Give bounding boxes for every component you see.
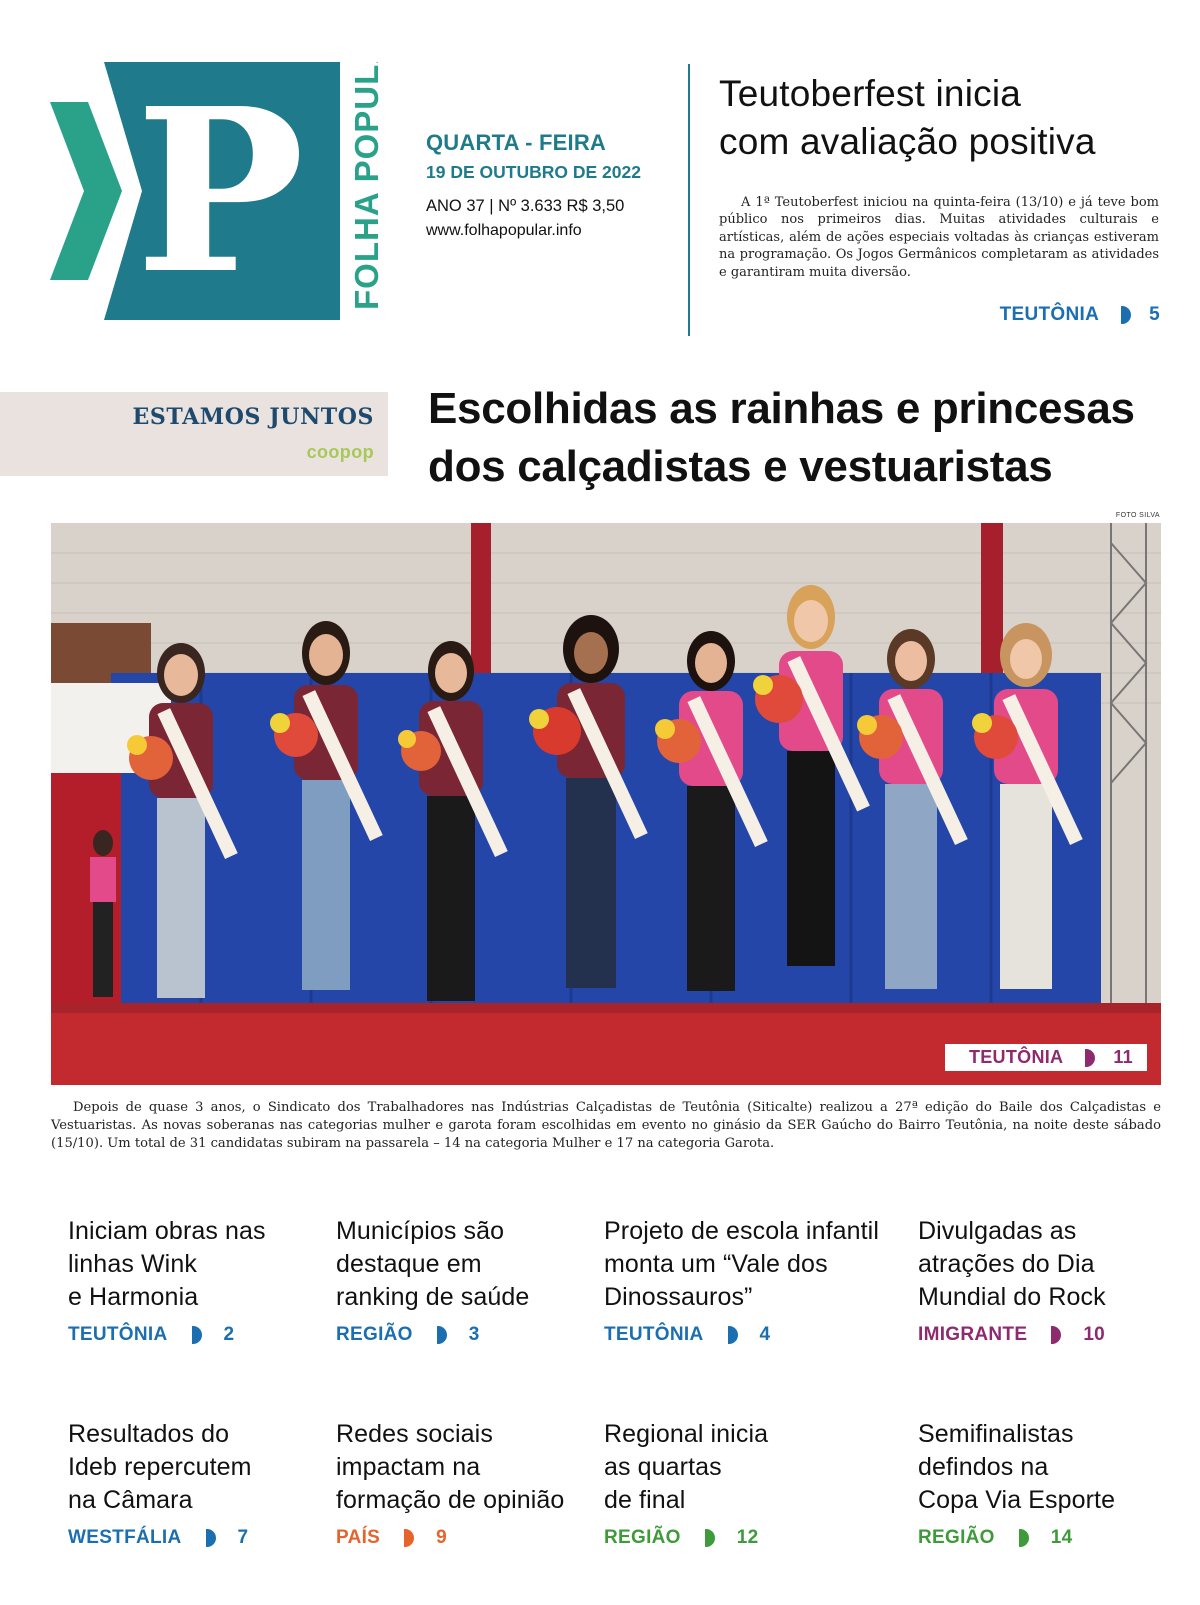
top-story-summary: A 1ª Teutoberfest iniciou na quinta-feira (13/10) e já teve bom público nos primeiros dias. Muitas atividades culturais e artísticas, além de ações especiais voltadas às crianças estiveram na programação. Os Jogos Germânicos completaram as atividades e garantiram muita diversão. <box>719 195 1159 280</box>
story-headline[interactable] <box>918 1215 1198 1314</box>
story-teaser[interactable] <box>336 1215 616 1346</box>
story-teaser[interactable] <box>918 1418 1198 1549</box>
story-teaser[interactable] <box>604 1215 904 1346</box>
story-headline-line: na Câmara <box>68 1486 193 1514</box>
story-page-ref[interactable] <box>336 1324 616 1346</box>
page-number: 4 <box>759 1324 771 1345</box>
story-teaser[interactable] <box>68 1418 348 1549</box>
top-story[interactable] <box>719 70 1159 281</box>
story-headline-line: Resultados do <box>68 1420 230 1448</box>
story-headline-line: impactam na <box>336 1453 481 1481</box>
story-headline-line: destaque em <box>336 1250 482 1278</box>
arrow-icon <box>437 1326 447 1344</box>
story-headline-line: Projeto de escola infantil <box>604 1217 879 1245</box>
story-headline[interactable] <box>336 1215 616 1314</box>
photo-credit: FOTO SILVA <box>1115 512 1160 519</box>
story-headline-line: Iniciam obras nas <box>68 1217 266 1245</box>
story-teaser[interactable] <box>336 1418 616 1549</box>
arrow-icon <box>705 1529 715 1547</box>
story-headline-line: monta um “Vale dos <box>604 1250 828 1278</box>
story-page-ref[interactable] <box>336 1527 616 1549</box>
arrow-icon <box>404 1529 414 1547</box>
top-headline-line: com avaliação positiva <box>719 121 1096 162</box>
story-page-ref[interactable] <box>604 1324 904 1346</box>
section-label: REGIÃO <box>604 1527 681 1548</box>
arrow-icon <box>1019 1529 1029 1547</box>
arrow-icon <box>192 1326 202 1344</box>
story-headline[interactable] <box>68 1418 348 1517</box>
sponsor-banner[interactable] <box>0 392 388 476</box>
story-headline-line: Dinossauros” <box>604 1283 753 1311</box>
section-label: TEUTÔNIA <box>999 304 1100 325</box>
section-label: TEUTÔNIA <box>68 1324 168 1345</box>
section-label: IMIGRANTE <box>918 1324 1028 1345</box>
arrow-icon <box>1085 1049 1095 1067</box>
section-label: TEUTÔNIA <box>968 1047 1064 1067</box>
edition-info <box>426 130 666 240</box>
story-teaser[interactable] <box>68 1215 348 1346</box>
arrow-icon <box>728 1326 738 1344</box>
issue-number: ANO 37 | Nº 3.633 R$ 3,50 <box>426 197 625 215</box>
story-page-ref[interactable] <box>68 1324 348 1346</box>
story-headline[interactable] <box>604 1215 904 1314</box>
section-label: REGIÃO <box>918 1527 995 1548</box>
story-headline-line: e Harmonia <box>68 1283 199 1311</box>
story-headline-line: Copa Via Esporte <box>918 1486 1116 1514</box>
top-story-headline[interactable] <box>719 70 1159 166</box>
top-story-page-ref[interactable] <box>1000 304 1160 326</box>
story-headline-line: Ideb repercutem <box>68 1453 252 1481</box>
page-number: 12 <box>736 1527 759 1548</box>
brand-name: FOLHA POPULAR <box>348 62 385 310</box>
section-label: REGIÃO <box>336 1324 413 1345</box>
arrow-icon <box>1051 1326 1061 1344</box>
story-headline-line: de final <box>604 1486 686 1514</box>
story-headline[interactable] <box>68 1215 348 1314</box>
story-headline-line: ranking de saúde <box>336 1283 530 1311</box>
story-headline[interactable] <box>918 1418 1198 1517</box>
page-number: 14 <box>1050 1527 1073 1548</box>
story-headline-line: Mundial do Rock <box>918 1283 1106 1311</box>
main-headline[interactable] <box>428 380 1168 496</box>
story-page-ref[interactable] <box>68 1527 348 1549</box>
story-headline-line: defindos na <box>918 1453 1049 1481</box>
main-headline-line: dos calçadistas e vestuaristas <box>428 442 1053 491</box>
photo-caption: Depois de quase 3 anos, o Sindicato dos Trabalhadores nas Indústrias Calçadistas de Teutônia (Siticalte) realizou a 27ª edição do Baile dos Calçadistas e Vestuaristas. As novas soberanas nas categorias mulher e garota foram escolhidas em evento no ginásio da SER Gaúcho do Bairro Teutônia, na noite deste sábado (15/10). Um total de 31 candidatas subiram na passarela – 14 na categoria Mulher e 17 na categoria Garota. <box>51 1100 1161 1152</box>
arrow-icon <box>206 1529 216 1547</box>
logo-mark <box>50 62 390 320</box>
arrow-icon <box>1121 306 1131 324</box>
story-headline-line: Regional inicia <box>604 1420 769 1448</box>
story-headline-line: linhas Wink <box>68 1250 197 1278</box>
story-teaser[interactable] <box>918 1215 1198 1346</box>
story-headline-line: Redes sociais <box>336 1420 493 1448</box>
edition-date: 19 DE OUTUBRO DE 2022 <box>426 162 641 182</box>
page-number: 7 <box>237 1527 249 1548</box>
newspaper-logo <box>50 62 390 320</box>
main-headline-line: Escolhidas as rainhas e princesas <box>428 384 1135 433</box>
story-page-ref[interactable] <box>918 1527 1198 1549</box>
story-headline[interactable] <box>336 1418 616 1517</box>
story-page-ref[interactable] <box>604 1527 904 1549</box>
page-number: 5 <box>1149 304 1160 325</box>
header-divider <box>688 64 690 336</box>
story-headline-line: as quartas <box>604 1453 722 1481</box>
story-headline-line: formação de opinião <box>336 1486 565 1514</box>
page-number: 2 <box>223 1324 235 1345</box>
main-photo[interactable] <box>51 523 1161 1085</box>
weekday: QUARTA - FEIRA <box>426 130 607 155</box>
section-label: WESTFÁLIA <box>68 1527 182 1548</box>
section-label: PAÍS <box>336 1527 381 1548</box>
pageant-photo-illustration <box>51 523 1161 1085</box>
story-headline-line: Divulgadas as <box>918 1217 1077 1245</box>
story-page-ref[interactable] <box>918 1324 1198 1346</box>
photo-page-ref[interactable] <box>945 1044 1147 1071</box>
top-headline-line: Teutoberfest inicia <box>719 73 1022 114</box>
website-link[interactable]: www.folhapopular.info <box>426 222 582 239</box>
story-headline[interactable] <box>604 1418 904 1517</box>
page-number: 11 <box>1113 1047 1133 1067</box>
page-number: 9 <box>436 1527 448 1548</box>
banner-title: ESTAMOS JUNTOS <box>132 404 374 430</box>
page-number: 3 <box>468 1324 480 1345</box>
story-teaser[interactable] <box>604 1418 904 1549</box>
story-headline-line: atrações do Dia <box>918 1250 1095 1278</box>
banner-brand-logo: coopop <box>306 442 374 462</box>
logo-letter: P <box>135 62 305 320</box>
section-label: TEUTÔNIA <box>604 1324 704 1345</box>
page-number: 10 <box>1083 1324 1106 1345</box>
story-headline-line: Municípios são <box>336 1217 505 1245</box>
story-headline-line: Semifinalistas <box>918 1420 1074 1448</box>
